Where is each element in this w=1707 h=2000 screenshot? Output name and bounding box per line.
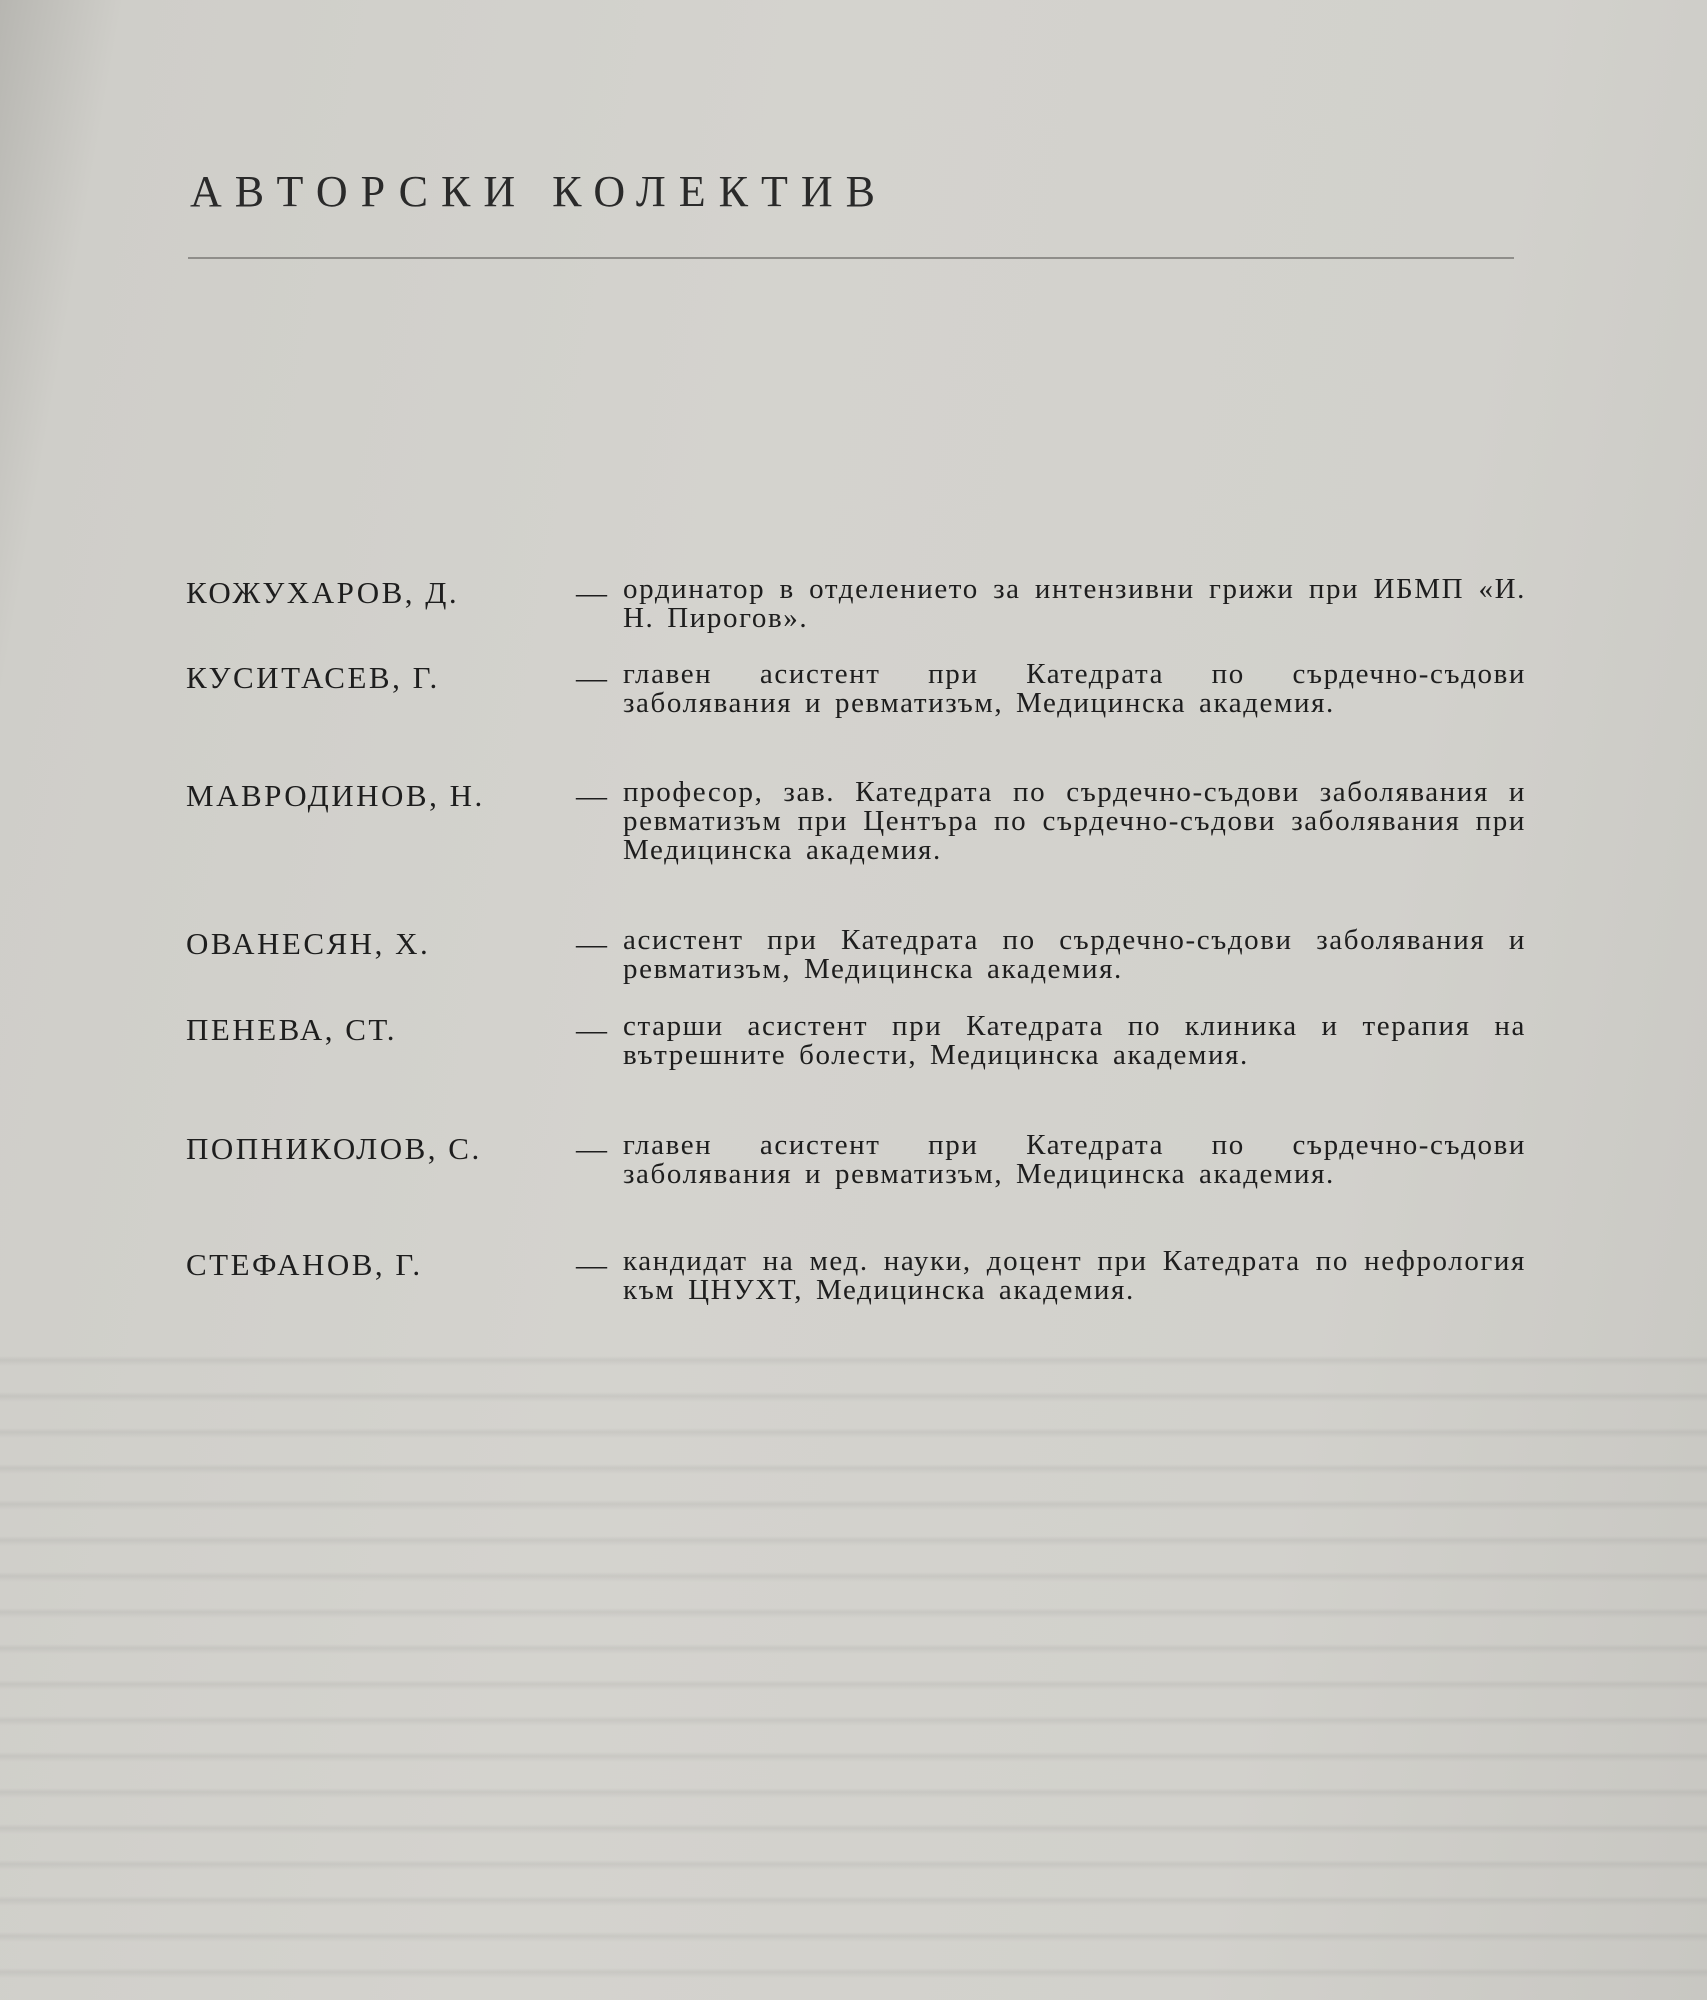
dash: —	[576, 1012, 607, 1047]
dash: —	[576, 1247, 607, 1282]
dash: —	[576, 778, 607, 813]
author-name: МАВРОДИНОВ, Н.	[186, 778, 485, 813]
author-description: професор, зав. Катедрата по сърдечно-съдови заболявания и ревматизъм при Центъра по сърдечно-съдови заболявания при Медицинска академия.	[623, 776, 1526, 866]
author-name: ОВАНЕСЯН, Х.	[186, 926, 431, 961]
author-name: КУСИТАСЕВ, Г.	[186, 660, 440, 695]
author-description: главен асистент при Катедрата по сърдечно-съдови заболявания и ревматизъм, Медицинска академия.	[623, 1129, 1526, 1190]
dash: —	[576, 575, 607, 610]
author-name: СТЕФАНОВ, Г.	[186, 1247, 423, 1282]
dash: —	[576, 926, 607, 961]
dash: —	[576, 1131, 607, 1166]
author-description: главен асистент при Катедрата по сърдечно-съдови заболявания и ревматизъм, Медицинска академия.	[623, 658, 1526, 719]
author-name: ПЕНЕВА, СТ.	[186, 1012, 398, 1047]
author-name: КОЖУХАРОВ, Д.	[186, 575, 460, 610]
author-description: кандидат на мед. науки, доцент при Катедрата по нефрология към ЦНУХТ, Медицинска академия.	[623, 1245, 1526, 1306]
author-description: ординатор в отделението за интензивни грижи при ИБМП «И. Н. Пирогов».	[623, 573, 1526, 634]
dash: —	[576, 660, 607, 695]
page-title: АВТОРСКИ КОЛЕКТИВ	[190, 167, 888, 216]
bleed-through-text	[0, 1330, 1707, 2000]
author-description: асистент при Катедрата по сърдечно-съдови заболявания и ревматизъм, Медицинска академия.	[623, 924, 1526, 985]
title-divider	[188, 257, 1514, 259]
author-description: старши асистент при Катедрата по клиника и терапия на вътрешните болести, Медицинска академия.	[623, 1010, 1526, 1071]
author-name: ПОПНИКОЛОВ, С.	[186, 1131, 482, 1166]
